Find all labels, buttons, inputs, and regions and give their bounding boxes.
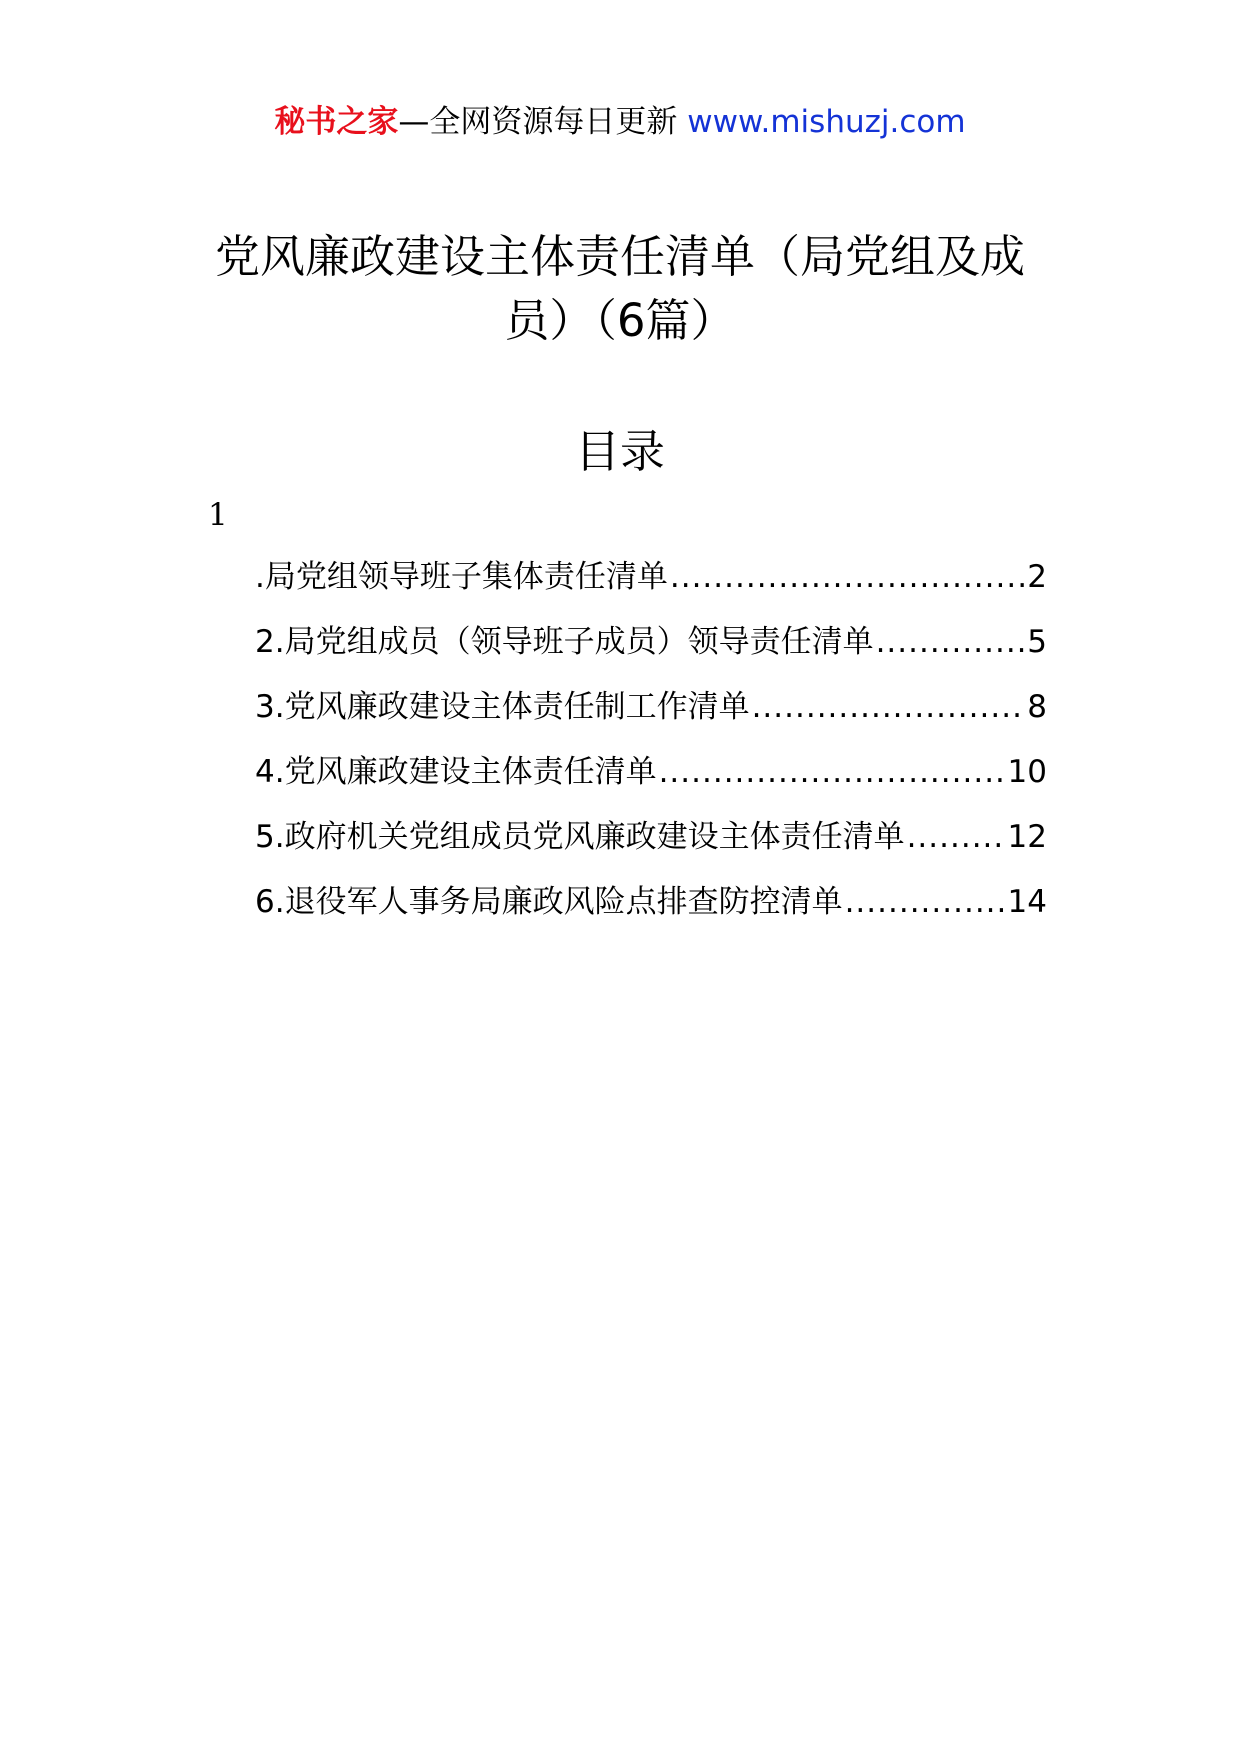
toc-entry-page: 8 <box>1027 689 1047 725</box>
toc-entry-label: 6.退役军人事务局廉政风险点排查防控清单 <box>255 884 843 920</box>
toc-entry-page: 10 <box>1007 754 1047 790</box>
site-header <box>0 100 1240 144</box>
toc-entry-1[interactable] <box>255 555 1047 620</box>
toc-entry-label: .局党组领导班子集体责任清单 <box>255 559 668 595</box>
toc-dot-leader <box>659 750 1006 794</box>
toc-entry-label: 4.党风廉政建设主体责任清单 <box>255 754 657 790</box>
brand-name: 秘书之家 <box>274 104 399 140</box>
document-title-line-1: 党风廉政建设主体责任清单（局党组及成 <box>214 230 1025 283</box>
document-title-line-2: 员）（6篇） <box>504 294 736 347</box>
toc-entry-4[interactable] <box>255 750 1047 815</box>
toc-entry-6[interactable] <box>255 880 1047 945</box>
table-of-contents <box>255 555 1047 945</box>
toc-heading: 目录 <box>574 425 665 478</box>
toc-dot-leader <box>907 815 1006 859</box>
toc-entry-3[interactable] <box>255 685 1047 750</box>
toc-entry-5[interactable] <box>255 815 1047 880</box>
toc-entry-2[interactable] <box>255 620 1047 685</box>
toc-dot-leader <box>670 555 1025 599</box>
toc-entry-label: 5.政府机关党组成员党风廉政建设主体责任清单 <box>255 819 905 855</box>
toc-dot-leader <box>752 685 1026 729</box>
toc-entry-page: 12 <box>1007 819 1047 855</box>
site-url-link[interactable]: www.mishuzj.com <box>687 104 966 140</box>
header-tagline: —全网资源每日更新 <box>398 104 678 140</box>
toc-dot-leader <box>876 620 1026 664</box>
toc-entry-page: 5 <box>1027 624 1047 660</box>
toc-entry-label: 2.局党组成员（领导班子成员）领导责任清单 <box>255 624 874 660</box>
toc-entry-page: 2 <box>1027 559 1047 595</box>
toc-entry-label: 3.党风廉政建设主体责任制工作清单 <box>255 689 750 725</box>
toc-dot-leader <box>845 880 1006 924</box>
document-title <box>160 225 1080 353</box>
toc-entry-page: 14 <box>1007 884 1047 920</box>
toc-stray-number: 1 <box>208 497 228 533</box>
